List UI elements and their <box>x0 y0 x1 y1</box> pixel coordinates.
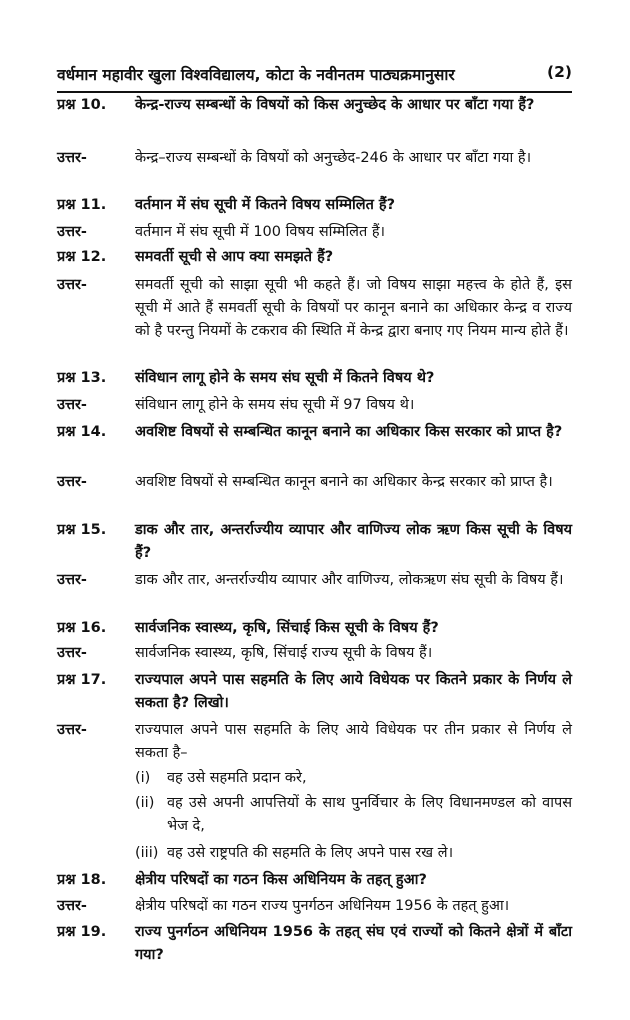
answer-label: उत्तर- <box>57 474 87 490</box>
answer-label: उत्तर- <box>57 898 87 914</box>
question-text: संविधान लागू होने के समय संघ सूची में कितने विषय थे? <box>135 370 435 386</box>
question-11 <box>57 194 572 217</box>
answer-text: क्षेत्रीय परिषदों का गठन राज्य पुनर्गठन अधिनियम 1956 के तहत् हुआ। <box>135 898 510 914</box>
question-13 <box>57 367 572 390</box>
answer-18 <box>57 895 572 918</box>
answer-text: राज्यपाल अपने पास सहमति के लिए आये विधेयक पर तीन प्रकार से निर्णय ले सकता है– <box>135 722 572 761</box>
question-label: प्रश्न 17. <box>57 672 107 688</box>
question-text: क्षेत्रीय परिषदों का गठन किस अधिनियम के तहत् हुआ? <box>135 872 427 888</box>
answer-text: समवर्ती सूची को साझा सूची भी कहते हैं। जो विषय साझा महत्त्व के होते हैं, इस सूची में आते हैं समवर्ती सूची के विषयों पर कानून बनाने का अधिकार केन्द्र व राज्य को है परन्तु नियमों के टकराव की स्थिति में केन्द्र द्वारा बनाए गए नियम मान्य होते हैं। <box>135 277 572 339</box>
header-divider <box>57 91 572 93</box>
answer-text: अवशिष्ट विषयों से सम्बन्धित कानून बनाने का अधिकार केन्द्र सरकार को प्राप्त है। <box>135 474 553 490</box>
question-text: केन्द्र-राज्य सम्बन्धों के विषयों को किस अनुच्छेद के आधार पर बाँटा गया हैं? <box>135 97 535 113</box>
question-19 <box>57 921 572 967</box>
question-text: राज्य पुनर्गठन अधिनियम 1956 के तहत् संघ एवं राज्यों को कितने क्षेत्रों में बाँटा गया? <box>135 924 572 963</box>
question-text: समवर्ती सूची से आप क्या समझते हैं? <box>135 249 334 265</box>
question-label: प्रश्न 10. <box>57 97 107 113</box>
header-title: वर्धमान महावीर खुला विश्वविद्यालय, कोटा के नवीनतम पाठ्यक्रमानुसार <box>57 66 455 84</box>
answer-text: संविधान लागू होने के समय संघ सूची में 97 विषय थे। <box>135 397 415 413</box>
question-label: प्रश्न 15. <box>57 522 107 538</box>
question-label: प्रश्न 11. <box>57 197 107 213</box>
point-text: वह उसे राष्ट्रपति की सहमति के लिए अपने पास रख ले। <box>167 845 454 861</box>
answer-label: उत्तर- <box>57 572 87 588</box>
answer-text: सार्वजनिक स्वास्थ्य, कृषि, सिंचाई राज्य सूची के विषय हैं। <box>135 645 433 661</box>
point-number: (iii) <box>135 845 159 861</box>
answer-14 <box>57 471 572 494</box>
page-number: (2) <box>547 63 572 81</box>
answer-text: वर्तमान में संघ सूची में 100 विषय सम्मिलित हैं। <box>135 224 386 240</box>
question-text: वर्तमान में संघ सूची में कितने विषय सम्मिलित हैं? <box>135 197 396 213</box>
answer-12 <box>57 274 572 343</box>
question-18 <box>57 869 572 892</box>
question-12 <box>57 246 572 269</box>
question-label: प्रश्न 12. <box>57 249 107 265</box>
question-16 <box>57 617 572 640</box>
answer-label: उत्तर- <box>57 645 87 661</box>
question-14 <box>57 421 572 444</box>
answer-text: केन्द्र–राज्य सम्बन्धों के विषयों को अनुच्छेद-246 के आधार पर बाँटा गया है। <box>135 150 532 166</box>
question-text: डाक और तार, अन्तर्राज्यीय व्यापार और वाणिज्य लोक ऋण किस सूची के विषय हैं? <box>135 522 572 561</box>
question-label: प्रश्न 19. <box>57 924 107 940</box>
answer-16 <box>57 642 572 665</box>
question-17 <box>57 669 572 715</box>
answer-10 <box>57 147 572 170</box>
question-text: अवशिष्ट विषयों से सम्बन्धित कानून बनाने का अधिकार किस सरकार को प्राप्त है? <box>135 424 563 440</box>
answer-label: उत्तर- <box>57 722 87 738</box>
answer-point-1 <box>135 767 572 790</box>
answer-13 <box>57 394 572 417</box>
answer-11 <box>57 221 572 244</box>
page-header <box>57 63 572 85</box>
answer-point-3 <box>135 842 572 865</box>
answer-label: उत्तर- <box>57 150 87 166</box>
question-text: राज्यपाल अपने पास सहमति के लिए आये विधेयक पर कितने प्रकार के निर्णय ले सकता है? लिखो। <box>135 672 572 711</box>
point-text: वह उसे सहमति प्रदान करे, <box>167 770 307 786</box>
question-label: प्रश्न 14. <box>57 424 107 440</box>
answer-point-2 <box>135 792 572 838</box>
point-number: (ii) <box>135 795 155 811</box>
question-label: प्रश्न 18. <box>57 872 107 888</box>
answer-label: उत्तर- <box>57 397 87 413</box>
point-number: (i) <box>135 770 151 786</box>
question-label: प्रश्न 13. <box>57 370 107 386</box>
answer-text: डाक और तार, अन्तर्राज्यीय व्यापार और वाणिज्य, लोकऋण संघ सूची के विषय हैं। <box>135 572 564 588</box>
question-text: सार्वजनिक स्वास्थ्य, कृषि, सिंचाई किस सूची के विषय हैं? <box>135 620 439 636</box>
point-text: वह उसे अपनी आपत्तियों के साथ पुनर्विचार के लिए विधानमण्डल को वापस भेज दे, <box>167 795 572 834</box>
question-label: प्रश्न 16. <box>57 620 107 636</box>
answer-17 <box>57 719 572 765</box>
answer-label: उत्तर- <box>57 224 87 240</box>
question-10 <box>57 94 572 117</box>
answer-15 <box>57 569 572 592</box>
question-15 <box>57 519 572 565</box>
answer-label: उत्तर- <box>57 277 87 293</box>
